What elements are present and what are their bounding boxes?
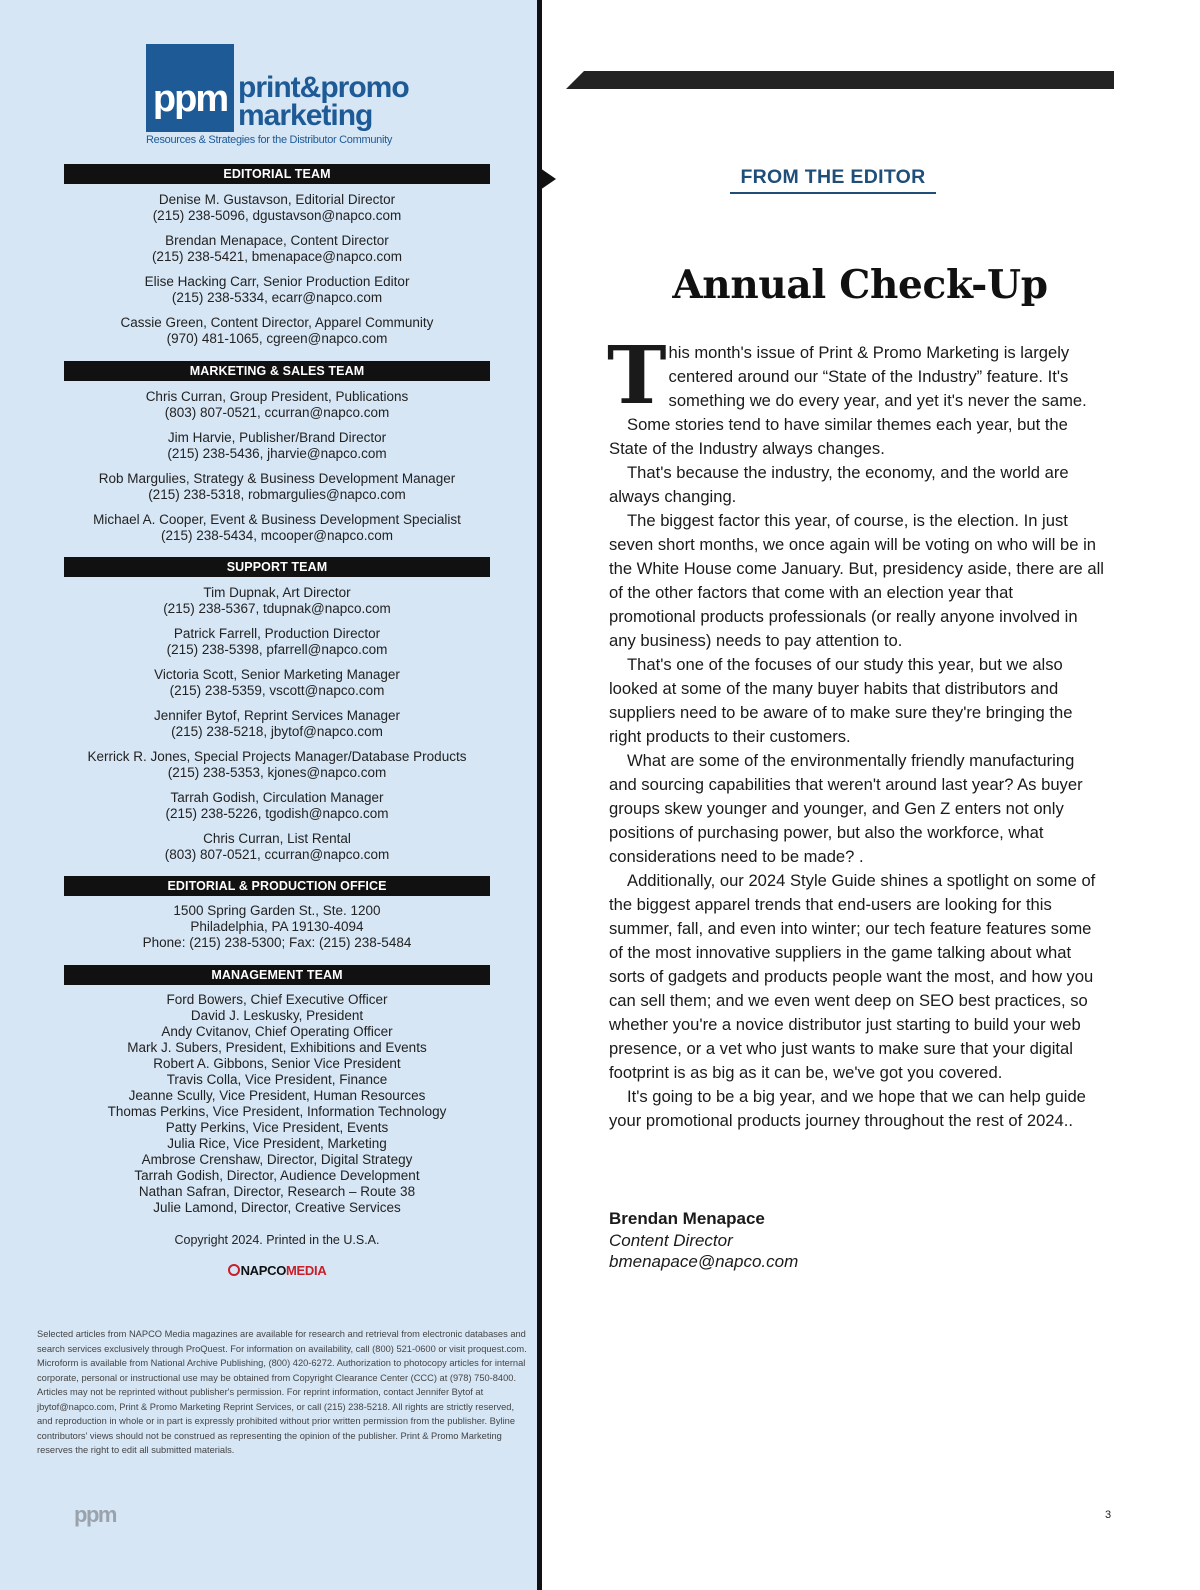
marketing-team-section xyxy=(64,361,490,553)
office-phone-line: Phone: (215) 238-5300; Fax: (215) 238-5484 xyxy=(142,935,412,950)
staff-entry xyxy=(64,790,490,822)
logo-tagline: Resources & Strategies for the Distributor Community xyxy=(146,134,393,146)
logo-line-2: marketing xyxy=(238,99,373,132)
staff-entry xyxy=(64,667,490,699)
staff-entry xyxy=(64,831,490,863)
article-paragraph: What are some of the environmentally friendly manufacturing and sourcing capabilities that weren't around last year? As buyer groups skew younger and younger, and Gen Z enters not only positions of purchasing power, but also the workforce, what considerations need to be made? . xyxy=(609,751,1083,866)
staff-contact: (970) 481-1065, cgreen@napco.com xyxy=(166,331,388,346)
ppm-logo xyxy=(146,44,446,152)
staff-name: Michael A. Cooper, Event & Business Development Specialist xyxy=(93,512,461,527)
legal-fineprint: Selected articles from NAPCO Media magazines are available for research and retrieval from electronic databases and search services exclusively through ProQuest. For information on availability, call (800) 521-0600 or visit proquest.com. Microform is available from National Archive Publishing, (800) 420-6272. Authorization to photocopy articles for internal corporate, personal or instructional use may be obtained from Copyright Clearance Center (CCC) at (978) 750-8400. Articles may not be reprinted without publisher's permission. For reprint information, contact Jennifer Bytof at jbytof@napco.com, Print & Promo Marketing Reprint Services, or call (215) 238-5218. All rights are strictly reserved, and reproduction in whole or in part is expressly prohibited without prior written permission from the publisher. Byline contributors' views should not be construed as representing the opinion of the publisher. Print & Promo Marketing reserves the right to edit all submitted materials. xyxy=(37,1329,527,1455)
management-member: Thomas Perkins, Vice President, Information Technology xyxy=(107,1104,447,1119)
napco-logo-part-1: NAPCO xyxy=(240,1263,287,1278)
management-member: Ambrose Crenshaw, Director, Digital Strategy xyxy=(141,1152,413,1167)
staff-entry xyxy=(64,749,490,781)
napco-media-logo xyxy=(64,1263,490,1278)
staff-entry xyxy=(64,512,490,544)
office-section xyxy=(64,876,490,951)
management-member: David J. Leskusky, President xyxy=(190,1008,364,1023)
staff-contact: (215) 238-5096, dgustavson@napco.com xyxy=(152,208,402,223)
article-paragraph: It's going to be a big year, and we hope that we can help guide your promotional products journey throughout the rest of 2024.. xyxy=(609,1087,1086,1130)
staff-name: Elise Hacking Carr, Senior Production Editor xyxy=(144,274,410,289)
staff-name: Tarrah Godish, Circulation Manager xyxy=(170,790,384,805)
article-paragraph: his month's issue of Print & Promo Marketing is largely centered around our “State of the Industry” feature. It's something we do every year, and yet it's never the same. xyxy=(668,343,1087,410)
article-headline: Annual Check-Up xyxy=(672,262,1048,308)
staff-entry xyxy=(64,389,490,421)
napco-logo-part-2: MEDIA xyxy=(286,1263,327,1278)
management-member: Julie Lamond, Director, Creative Services xyxy=(153,1200,401,1215)
article-paragraph: That's because the industry, the economy, and the world are always changing. xyxy=(609,463,1069,506)
staff-entry xyxy=(64,585,490,617)
support-team-section xyxy=(64,557,490,872)
management-member: Mark J. Subers, President, Exhibitions and Events xyxy=(127,1040,427,1055)
staff-contact: (215) 238-5421, bmenapace@napco.com xyxy=(151,249,403,264)
logo-line-1: print&promo xyxy=(238,71,409,104)
staff-contact: (215) 238-5367, tdupnak@napco.com xyxy=(163,601,391,616)
article-paragraph: Additionally, our 2024 Style Guide shines a spotlight on some of the biggest apparel trends that end-users are looking for this summer, fall, and even into winter; our tech feature features some of the most innovative suppliers in the game talking about what sorts of gadgets and products people want the most, and how you can sell them; and we even went deep on SEO best practices, so whether you're a novice distributor just starting to build your web presence, or a vet who just wants to make sure that your digital footprint is as big as it can be, we've got you covered. xyxy=(609,871,1096,1082)
article-paragraph: The biggest factor this year, of course, is the election. In just seven short months, we once again will be voting on who will be in the White House come January. But, presidency aside, there are all of the other factors that come with an election year that promotional products professionals (or really anyone involved in any business) needs to pay attention to. xyxy=(609,511,1104,650)
staff-contact: (215) 238-5318, robmargulies@napco.com xyxy=(148,487,406,502)
management-member: Jeanne Scully, Vice President, Human Resources xyxy=(128,1088,426,1103)
footer-ppm-logo: ppm xyxy=(74,1502,116,1527)
office-header: EDITORIAL & PRODUCTION OFFICE xyxy=(64,876,490,896)
editorial-team-section xyxy=(64,164,490,356)
staff-name: Brendan Menapace, Content Director xyxy=(165,233,389,248)
page-number: 3 xyxy=(1105,1509,1112,1521)
staff-name: Rob Margulies, Strategy & Business Development Manager xyxy=(98,471,456,486)
article-paragraph: That's one of the focuses of our study this year, but we also looked at some of the many buyer habits that distributors and suppliers need to be aware of to make sure they're bringing the right products to their customers. xyxy=(609,655,1073,746)
staff-name: Jim Harvie, Publisher/Brand Director xyxy=(167,430,387,445)
staff-name: Kerrick R. Jones, Special Projects Manager/Database Products xyxy=(87,749,467,764)
staff-contact: (215) 238-5359, vscott@napco.com xyxy=(169,683,385,698)
masthead-sidebar xyxy=(0,0,537,1590)
staff-entry xyxy=(64,626,490,658)
staff-name: Patrick Farrell, Production Director xyxy=(173,626,381,641)
marketing-team-header: MARKETING & SALES TEAM xyxy=(64,361,490,381)
staff-name: Denise M. Gustavson, Editorial Director xyxy=(158,192,396,207)
staff-name: Jennifer Bytof, Reprint Services Manager xyxy=(153,708,401,723)
logo-wordmark xyxy=(238,71,409,132)
staff-entry xyxy=(64,192,490,224)
management-member: Travis Colla, Vice President, Finance xyxy=(166,1072,388,1087)
staff-contact: (215) 238-5434, mcooper@napco.com xyxy=(160,528,394,543)
management-member: Robert A. Gibbons, Senior Vice President xyxy=(153,1056,401,1071)
drop-cap: T xyxy=(607,328,667,422)
staff-contact: (215) 238-5398, pfarrell@napco.com xyxy=(166,642,388,657)
management-member: Patty Perkins, Vice President, Events xyxy=(165,1120,389,1135)
management-header: MANAGEMENT TEAM xyxy=(64,965,490,985)
staff-entry xyxy=(64,315,490,347)
editorial-team-header: EDITORIAL TEAM xyxy=(64,164,490,184)
staff-contact: (215) 238-5334, ecarr@napco.com xyxy=(171,290,383,305)
section-kicker: FROM THE EDITOR xyxy=(730,166,936,194)
staff-entry xyxy=(64,708,490,740)
staff-entry xyxy=(64,233,490,265)
top-decorative-bar xyxy=(566,71,1114,89)
staff-name: Chris Curran, List Rental xyxy=(203,831,351,846)
staff-contact: (215) 238-5353, kjones@napco.com xyxy=(167,765,387,780)
signature-name: Brendan Menapace xyxy=(609,1209,765,1228)
staff-name: Cassie Green, Content Director, Apparel Community xyxy=(120,315,434,330)
staff-contact: (215) 238-5226, tgodish@napco.com xyxy=(165,806,389,821)
office-address-line: 1500 Spring Garden St., Ste. 1200 xyxy=(173,903,381,918)
support-team-header: SUPPORT TEAM xyxy=(64,557,490,577)
management-member: Julia Rice, Vice President, Marketing xyxy=(167,1136,387,1151)
office-address-line: Philadelphia, PA 19130-4094 xyxy=(190,919,364,934)
napco-ring-icon xyxy=(228,1264,240,1276)
staff-entry xyxy=(64,471,490,503)
staff-entry xyxy=(64,430,490,462)
management-member: Ford Bowers, Chief Executive Officer xyxy=(166,992,388,1007)
article-body xyxy=(607,328,1104,1133)
ppm-logo-mark xyxy=(146,44,234,132)
signature-role: Content Director xyxy=(609,1230,733,1250)
staff-name: Tim Dupnak, Art Director xyxy=(203,585,351,600)
copyright-notice: Copyright 2024. Printed in the U.S.A. xyxy=(174,1233,380,1247)
divider-arrow-icon xyxy=(540,168,556,190)
editor-signature xyxy=(609,1208,798,1273)
staff-name: Chris Curran, Group President, Publications xyxy=(145,389,409,404)
article-paragraph: Some stories tend to have similar themes each year, but the State of the Industry always changes. xyxy=(609,415,1068,458)
staff-name: Victoria Scott, Senior Marketing Manager xyxy=(154,667,400,682)
staff-contact: (215) 238-5218, jbytof@napco.com xyxy=(171,724,383,739)
staff-entry xyxy=(64,274,490,306)
column-divider xyxy=(537,0,542,1590)
signature-email: bmenapace@napco.com xyxy=(609,1252,799,1271)
logo-mark-text: ppm xyxy=(152,78,228,120)
management-member: Nathan Safran, Director, Research – Route 38 xyxy=(138,1184,416,1199)
management-member: Tarrah Godish, Director, Audience Development xyxy=(134,1168,420,1183)
management-section xyxy=(64,965,490,1216)
staff-contact: (803) 807-0521, ccurran@napco.com xyxy=(164,405,390,420)
staff-contact: (215) 238-5436, jharvie@napco.com xyxy=(167,446,387,461)
management-member: Andy Cvitanov, Chief Operating Officer xyxy=(161,1024,393,1039)
staff-contact: (803) 807-0521, ccurran@napco.com xyxy=(164,847,390,862)
